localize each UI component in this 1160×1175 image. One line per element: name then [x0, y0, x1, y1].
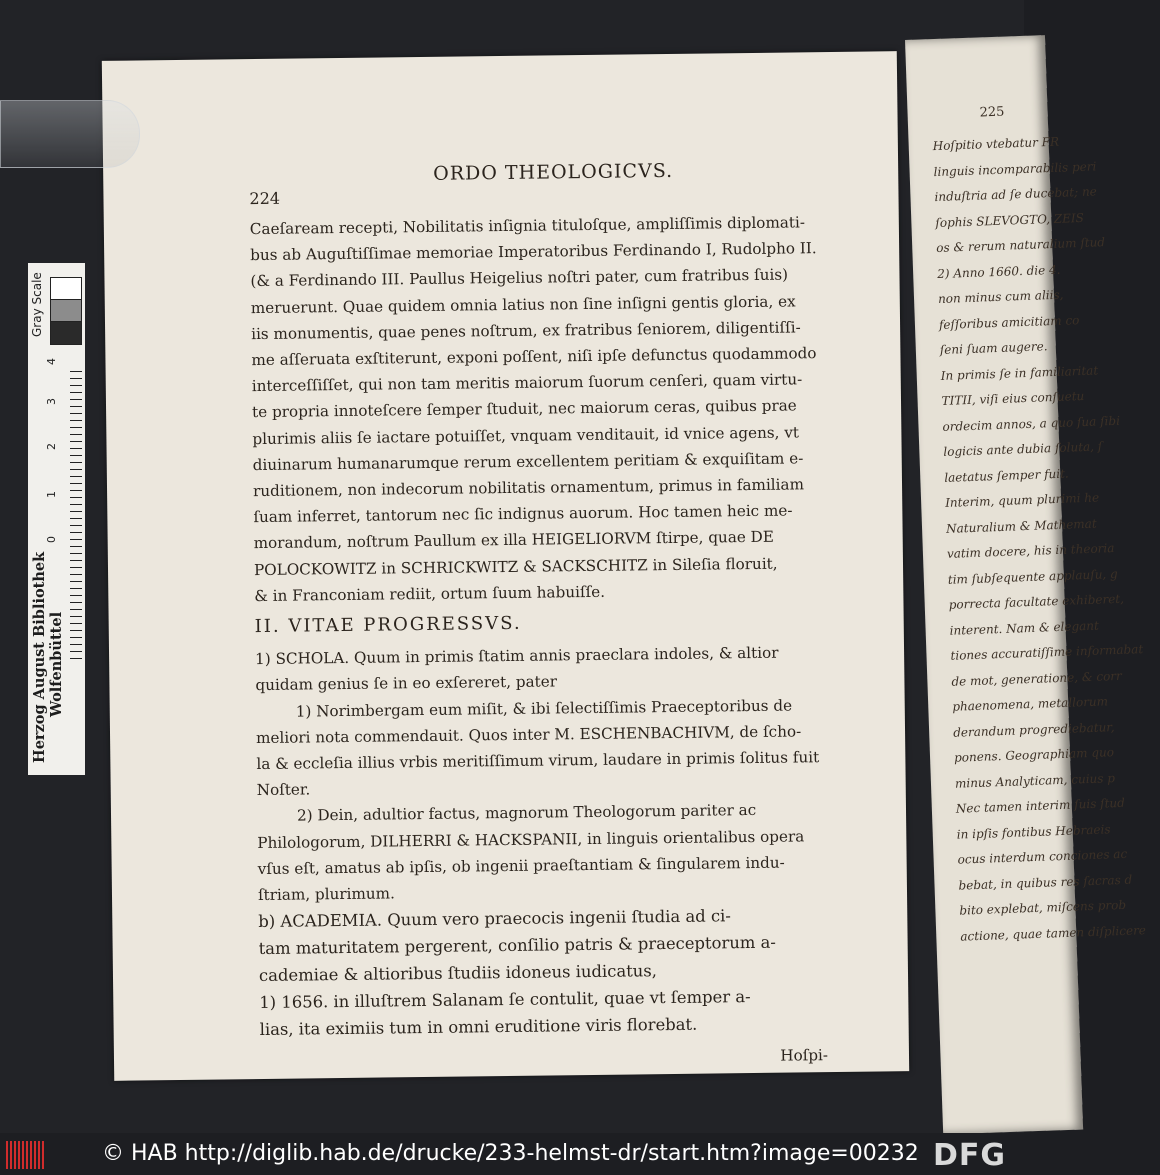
ruler-number-2: 2: [45, 443, 58, 450]
gray-scale-target: [28, 263, 85, 775]
facing-text-line: porrecta facultate exhiberet,: [948, 591, 1125, 612]
section-heading: II. VITAE PROGRESSVS.: [254, 612, 522, 638]
hab-logo-icon: [6, 1141, 46, 1169]
paragraph-item-3: [259, 982, 828, 1043]
page-clamp: [0, 100, 140, 168]
text-line: diuinarum humanarumque rerum excellentem peritiam & exquiſitam e-: [252, 449, 804, 474]
facing-text-line: ocus interdum conciones ac: [957, 846, 1128, 867]
text-line: la & eccleſia illius vrbis meritiſſimum virum, laudare in primis ſolitus fuit: [256, 748, 820, 774]
page-body: [249, 177, 828, 1075]
facing-text-line: ponens. Geographiam quo: [953, 745, 1115, 765]
footer-bar: [0, 1133, 1024, 1175]
text-line: 2) Dein, adultior factus, magnorum Theologorum pariter ac: [296, 801, 757, 826]
text-line: cademiae & altioribus ſtudiis idoneus iudicatus,: [258, 961, 658, 986]
facing-text-line: derandum progrediebatur,: [952, 719, 1115, 740]
facing-text-line: ſeni ſuam augere.: [939, 339, 1048, 357]
facing-text-line: TITII, viſi eius conſuetu: [941, 388, 1085, 408]
text-line: (& a Ferdinando III. Paullus Heigelius noſtri pater, cum fratribus ſuis): [250, 265, 789, 291]
text-line: te propria innoteſcere ſemper ſtuduit, nec maiorum ceras, quibus prae: [251, 396, 797, 422]
text-line: me aſſeruata exſtiterunt, exponi poſſent, niſi ipſe defunctus quodammodo: [251, 344, 817, 370]
text-line: 1) Norimbergam eum miſit, & ibi ſelectiſſimis Praeceptoribus de: [295, 696, 793, 721]
text-line: lias, ita eximiis tum in omni eruditione viris florebat.: [259, 1014, 698, 1040]
ruler-number-3: 3: [45, 398, 58, 405]
library-name: Herzog August Bibliothek: [31, 551, 48, 763]
catchword: Hoſpi-: [780, 1046, 829, 1065]
facing-text-line: ordecim annos, a quo ſua ſibi: [942, 413, 1121, 434]
paragraph-item-1: [256, 692, 825, 804]
ruler-number-1: 1: [45, 491, 58, 498]
facing-page: [905, 35, 1147, 1134]
library-label: [31, 553, 81, 763]
text-line: b) ACADEMIA. Quum vero praecocis ingenii ſtudia ad ci-: [258, 906, 732, 932]
facing-page-number: 225: [979, 104, 1005, 121]
text-line: quidam genius ſe in eo exſereret, pater: [255, 672, 558, 695]
facing-text-line: minus Analyticam, cuius p: [954, 770, 1116, 791]
facing-text-line: logicis ante dubia ſoluta, ſ: [943, 439, 1103, 459]
facing-text-line: feſſoribus amicitiam co: [938, 312, 1080, 332]
text-line: interceſſiſſet, qui non tam meritis maiorum ſuorum cenſeri, quam virtu-: [251, 370, 803, 396]
facing-text-line: Nec tamen interim ſuis ſtud: [955, 795, 1126, 816]
facing-text-line: laetatus ſemper fuit.: [944, 466, 1069, 485]
text-line: morandum, noſtrum Paullum ex illa HEIGELIORVM ſtirpe, quae DE: [253, 528, 775, 553]
gray-scale-label: Gray Scale: [30, 272, 44, 337]
text-line: ſtriam, plurimum.: [257, 884, 395, 905]
text-line: POLOCKOWITZ in SCHRICKWITZ & SACKSCHITZ in Sileſia floruit,: [253, 554, 778, 579]
text-line: meliori nota commendauit. Quos inter M. ESCHENBACHIVM, de ſcho-: [255, 722, 802, 747]
text-line: ruditionem, non indecorum nobilitatis ornamentum, primus in familiam: [252, 475, 805, 501]
facing-text-line: bito explebat, miſcens prob: [959, 897, 1127, 918]
text-line: bus ab Auguſtiſſimae memoriae Imperatoribus Ferdinando I, Rudolpho II.: [250, 239, 817, 265]
facing-text-line: vatim docere, his in theoria: [946, 541, 1115, 561]
text-line: ſuam inferret, tantorum nec ſic indignus auorum. Hoc tamen heic me-: [253, 501, 793, 527]
facing-text-line: 2) Anno 1660. die 4.: [936, 262, 1061, 281]
gray-swatch-dark: [50, 321, 82, 345]
facing-text-line: interent. Nam & elegant: [949, 618, 1100, 638]
gray-swatch-mid: [50, 299, 82, 323]
facing-text-line: phaenomena, metallorum: [952, 694, 1109, 714]
facing-text-line: in ipſis fontibus Hebraeis: [956, 821, 1111, 842]
paragraph-academia: [258, 901, 827, 989]
text-line: meruerunt. Quae quidem omnia latius non ſine inſigni gentis gloria, ex: [250, 292, 796, 317]
facing-text-line: tim ſubſequente applauſu, g: [947, 566, 1118, 587]
facing-text-line: Naturalium & Mathemat: [945, 516, 1097, 536]
facing-text-line: actione, quae tamen diſplicere: [960, 922, 1147, 944]
facing-text-line: ſophis SLEVOGTO, ZEIS: [935, 210, 1085, 230]
text-line: Caeſaream recepti, Nobilitatis inſignia tituloſque, ampliſſimis diplomati-: [249, 213, 806, 239]
ruler-number-4: 4: [45, 358, 58, 365]
facing-text-line: induſtria ad ſe ducebat; ne: [934, 184, 1098, 205]
facing-text-line: Hoſpitio vtebatur FR: [932, 134, 1060, 154]
facing-text-line: non minus cum aliis,: [937, 287, 1064, 306]
text-line: plurimis aliis ſe iactare potuiſſet, vnquam venditauit, id vnice agens, vt: [252, 423, 800, 448]
facing-text-line: Interim, quum plurimi he: [944, 490, 1100, 510]
copyright-url[interactable]: © HAB http://diglib.hab.de/drucke/233-helmst-dr/start.htm?image=00232: [102, 1141, 919, 1166]
running-head: ORDO THEOLOGICVS.: [433, 159, 674, 185]
book-page: [102, 51, 909, 1081]
paragraph-schola: [255, 639, 824, 698]
paragraph-main: [250, 209, 823, 609]
text-line: vſus eſt, amatus ab ipſis, ob ingenii praeſtantiam & ſingularem indu-: [257, 853, 785, 878]
library-city: Wolfenbüttel: [48, 611, 65, 717]
paragraph-item-2: [257, 797, 826, 909]
text-line: Philologorum, DILHERRI & HACKSPANII, in linguis orientalibus opera: [257, 827, 805, 852]
facing-text-line: os & rerum naturalium ſtud: [936, 235, 1106, 256]
ruler-number-0: 0: [45, 536, 58, 543]
gray-swatch-white: [50, 277, 82, 301]
facing-text-line: bebat, in quibus res ſacras d: [958, 872, 1133, 893]
page-number: 224: [249, 188, 281, 209]
facing-text-line: tiones accuratiſſime informabat: [950, 642, 1144, 663]
text-line: & in Franconiam rediit, ortum ſuum habuiſſe.: [254, 582, 606, 605]
dfg-logo: DFG: [933, 1138, 1007, 1173]
text-line: Noſter.: [256, 780, 311, 800]
facing-text-line: de mot, generatione, & corr: [951, 668, 1122, 689]
text-line: 1) SCHOLA. Quum in primis ſtatim annis praeclara indoles, & altior: [255, 643, 779, 669]
text-line: 1) 1656. in illuſtrem Salanam ſe contulit, quae vt ſemper a-: [259, 987, 751, 1013]
facing-text-line: In primis ſe in familiaritat: [940, 362, 1099, 383]
text-line: iis monumentis, quae penes noſtrum, ex fratribus ſeniorem, diligentiſſi-: [251, 318, 801, 343]
facing-text-line: linguis incomparabilis peri: [933, 158, 1097, 179]
text-line: tam maturitatem pergerent, conſilio patris & praeceptorum a-: [258, 933, 777, 959]
